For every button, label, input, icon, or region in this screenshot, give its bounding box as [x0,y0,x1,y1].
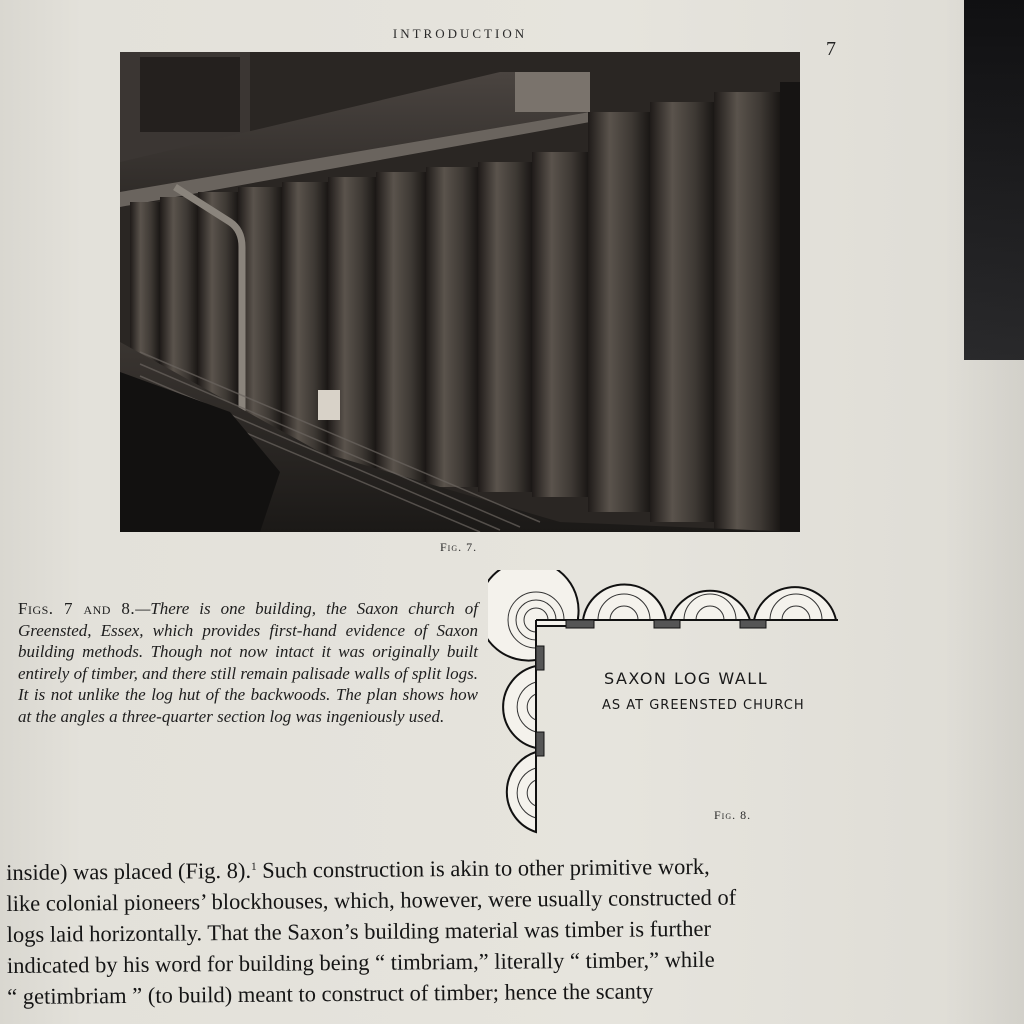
photograph-log-wall [120,52,800,532]
footnote-marker[interactable]: 1 [251,860,257,873]
running-head: INTRODUCTION [392,26,528,41]
body-line: indicated by his word for building being “ timbriam,” literally “ timber,” while [6,946,715,978]
fig7-caption: Fig. 7. [440,540,478,554]
body-line: like colonial pioneers’ blockhouses, which, however, were usually constructed of [6,884,737,916]
body-line: “ getimbriam ” (to build) meant to construct of timber; hence the scanty [7,978,654,1009]
drawing-label-title: SAXON LOG WALL [604,669,769,688]
drawing-label-subtitle: AS AT GREENSTED CHURCH [602,698,805,713]
figure-caption-text: —There is one building, the Saxon church of Greensted, Essex, which provides first-hand evidence of Saxon building methods. Though not now intact it was originally built entirely of timber, and there still remain palisade walls of split logs. It is not unlike the log hut of the backwoods. The plan shows how at the angles a three-quarter section log was ingeniously used. [18,599,478,726]
fig8-caption: Fig. 8. [714,808,752,822]
page-number: 7 [826,38,836,60]
figure-caption [18,598,478,727]
page-shadow [944,0,1024,1024]
figure-caption-lead: Figs. 7 and 8. [18,599,136,618]
body-text [6,846,927,1012]
body-line: logs laid horizontally. That the Saxon’s building material was timber is further [6,915,712,947]
body-line: inside) was placed (Fig. 8).$^1$ Such construction is akin to other primitive work, [6,853,710,885]
